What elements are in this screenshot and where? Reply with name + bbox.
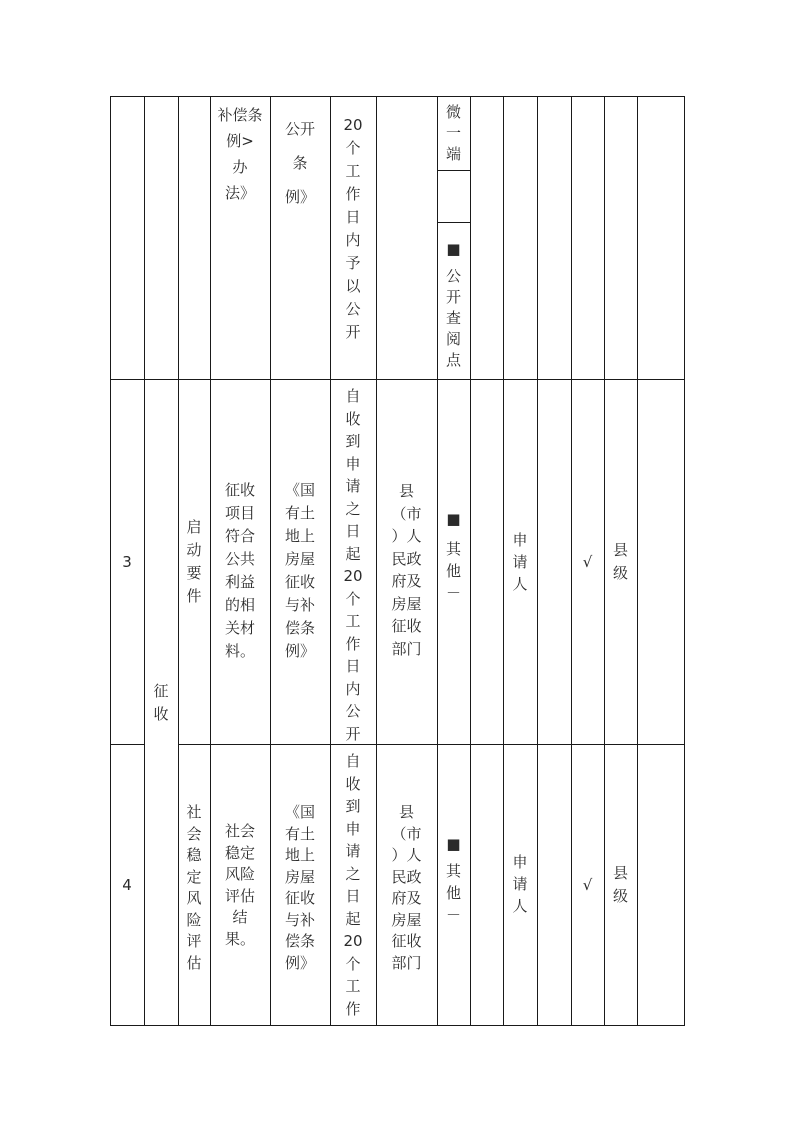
row3-time: 自 收 到 申 请 之 日 起 20 个 工 作 日 内 公 开 [343, 387, 363, 743]
row4-dept: 县 （市 ）人 民政 府及 房屋 征收 部门 [391, 803, 422, 972]
prev-row-basis: 公开 条 例》 [284, 120, 315, 206]
v-line-14 [684, 96, 685, 1026]
h-line-row3-top [110, 379, 685, 380]
prev-row-channel-mark: ■ [446, 240, 461, 258]
row3-target: 申 请 人 [512, 531, 528, 593]
category-label: 征 收 [153, 682, 169, 723]
prev-row-channel-top: 微 一 端 [445, 103, 461, 163]
prev-row-channel-bottom: 公 开 查 阅 点 [445, 267, 461, 369]
row4-channel: 其 他 － [445, 862, 461, 924]
v-line-13 [637, 96, 638, 1026]
row3-channel: 其 他 － [445, 540, 461, 602]
row4-target: 申 请 人 [512, 853, 528, 915]
h-line-bottom [110, 1025, 685, 1026]
row4-item: 社 会 稳 定 风 险 评 估 [186, 803, 202, 972]
h-line-channel-2 [437, 222, 470, 223]
prev-row-time: 20 个 工 作 日 内 予 以 公 开 [343, 116, 363, 341]
row4-check: √ [582, 876, 593, 894]
row3-number: 3 [122, 553, 132, 571]
row4-level: 县 级 [612, 864, 628, 905]
row4-time: 自 收 到 申 请 之 日 起 20 个 工 作 [343, 752, 363, 1018]
row3-dept: 县 （市 ）人 民政 府及 房屋 征收 部门 [391, 482, 422, 658]
row3-basis: 《国 有土 地上 房屋 征收 与补 偿条 例》 [284, 481, 315, 660]
h-line-row4-top-left [110, 744, 144, 745]
h-line-channel-1 [437, 170, 470, 171]
row3-item: 启 动 要 件 [186, 518, 202, 605]
h-line-row4-top-right [178, 744, 685, 745]
row4-number: 4 [122, 876, 132, 894]
row4-basis: 《国 有土 地上 房屋 征收 与补 偿条 例》 [284, 803, 315, 972]
policy-table [110, 96, 685, 1026]
row3-mark: ■ [446, 510, 461, 528]
row3-check: √ [582, 553, 593, 571]
v-line-1 [144, 96, 145, 1026]
row3-content: 征收 项目 符合 公共 利益 的相 关材 料。 [224, 481, 255, 660]
v-line-8 [470, 96, 471, 1026]
row3-level: 县 级 [612, 541, 628, 582]
row4-content: 社会 稳定 风险 评估 结 果。 [224, 822, 255, 948]
h-line-top [110, 96, 685, 97]
prev-row-content: 补偿条 例> 办 法》 [217, 106, 263, 202]
row4-mark: ■ [446, 835, 461, 853]
v-line-10 [537, 96, 538, 1026]
